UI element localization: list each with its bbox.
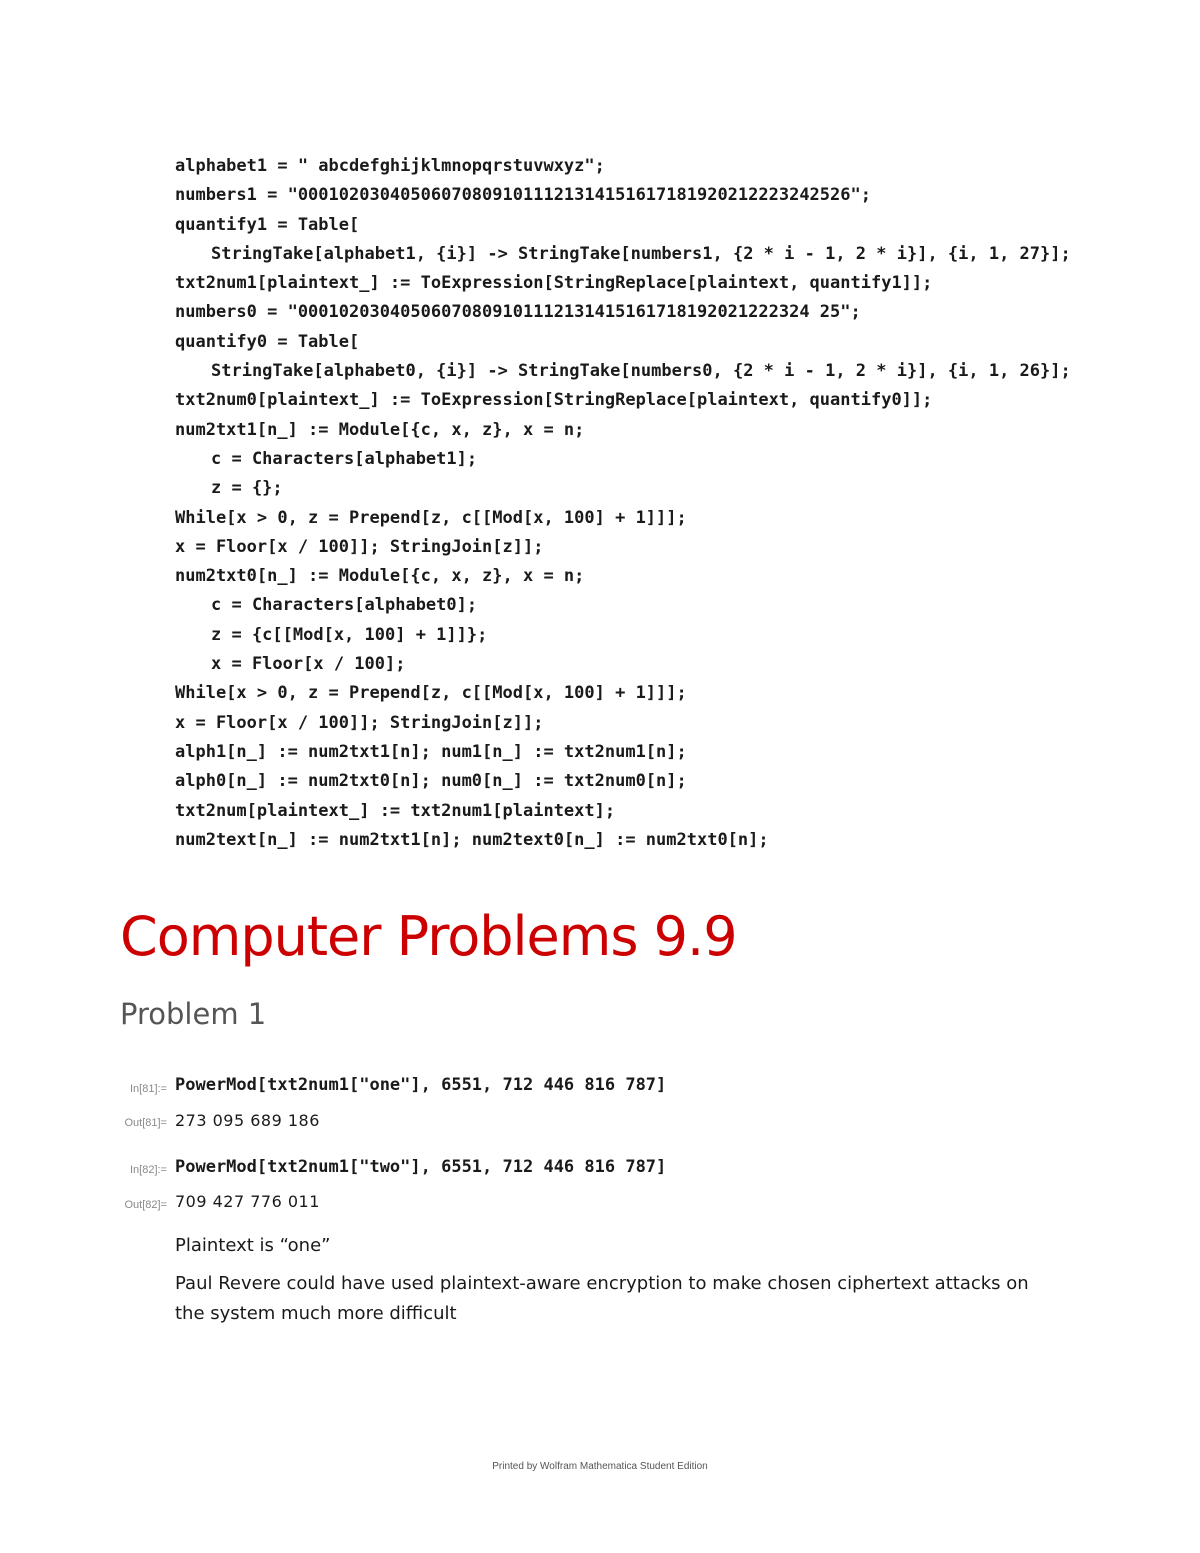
text-paragraph-1: Plaintext is “one”: [175, 1235, 331, 1256]
code-line[interactable]: num2txt0[n_] := Module[{c, x, z}, x = n;: [175, 566, 585, 587]
code-line[interactable]: alph1[n_] := num2txt1[n]; num1[n_] := txt2num1[n];: [175, 741, 687, 762]
code-line[interactable]: StringTake[alphabet0, {i}] -> StringTake[numbers0, {2 * i - 1, 2 * i}], {i, 1, 26}];: [211, 361, 1071, 382]
code-line[interactable]: x = Floor[x / 100];: [211, 654, 406, 675]
code-line[interactable]: num2text[n_] := num2txt1[n]; num2text0[n_] := num2txt0[n];: [175, 829, 769, 850]
code-line[interactable]: z = {c[[Mod[x, 100] + 1]]};: [211, 624, 488, 645]
code-line[interactable]: x = Floor[x / 100]]; StringJoin[z]];: [175, 536, 544, 557]
footer: Printed by Wolfram Mathematica Student Edition: [492, 1461, 708, 1472]
code-line[interactable]: alph0[n_] := num2txt0[n]; num0[n_] := txt2num0[n];: [175, 771, 687, 792]
code-line[interactable]: txt2num0[plaintext_] := ToExpression[StringReplace[plaintext, quantify0]];: [175, 390, 933, 411]
code-line[interactable]: z = {};: [211, 478, 283, 499]
code-block: [175, 152, 1135, 855]
code-line[interactable]: numbers0 = "00010203040506070809101112131415161718192021222324 25";: [175, 302, 861, 323]
code-line[interactable]: quantify0 = Table[: [175, 331, 360, 352]
code-line[interactable]: alphabet1 = " abcdefghijklmnopqrstuvwxyz";: [175, 156, 605, 176]
code-line[interactable]: c = Characters[alphabet1];: [211, 448, 478, 469]
section-title: Computer Problems 9.9: [120, 905, 737, 968]
output-label-82: Out[82]=: [124, 1199, 167, 1211]
output-cell-81: 273 095 689 186: [175, 1111, 320, 1130]
code-line[interactable]: While[x > 0, z = Prepend[z, c[[Mod[x, 100] + 1]]];: [175, 683, 687, 704]
code-line[interactable]: x = Floor[x / 100]]; StringJoin[z]];: [175, 712, 544, 733]
code-line[interactable]: quantify1 = Table[: [175, 214, 360, 235]
text-paragraph-2: Paul Revere could have used plaintext-aware encryption to make chosen ciphertext attacks on the system much more difficult: [175, 1273, 1029, 1324]
code-line[interactable]: c = Characters[alphabet0];: [211, 595, 478, 616]
subsection-title: Problem 1: [120, 997, 267, 1031]
input-cell-82[interactable]: PowerMod[txt2num1["two"], 6551, 712 446 816 787]: [175, 1157, 667, 1177]
output-cell-82: 709 427 776 011: [175, 1192, 320, 1211]
code-line[interactable]: txt2num[plaintext_] := txt2num1[plaintext];: [175, 800, 616, 821]
output-label-81: Out[81]=: [124, 1117, 167, 1129]
input-label-82: In[82]:=: [129, 1164, 167, 1176]
code-line[interactable]: While[x > 0, z = Prepend[z, c[[Mod[x, 100] + 1]]];: [175, 507, 687, 528]
code-line[interactable]: numbers1 = "000102030405060708091011121314151617181920212223242526";: [175, 185, 871, 206]
code-line[interactable]: txt2num1[plaintext_] := ToExpression[StringReplace[plaintext, quantify1]];: [175, 273, 933, 294]
code-line[interactable]: num2txt1[n_] := Module[{c, x, z}, x = n;: [175, 419, 585, 440]
input-label-81: In[81]:=: [129, 1083, 167, 1095]
code-line[interactable]: StringTake[alphabet1, {i}] -> StringTake[numbers1, {2 * i - 1, 2 * i}], {i, 1, 27}];: [211, 243, 1071, 264]
input-cell-81[interactable]: PowerMod[txt2num1["one"], 6551, 712 446 816 787]: [175, 1075, 667, 1095]
